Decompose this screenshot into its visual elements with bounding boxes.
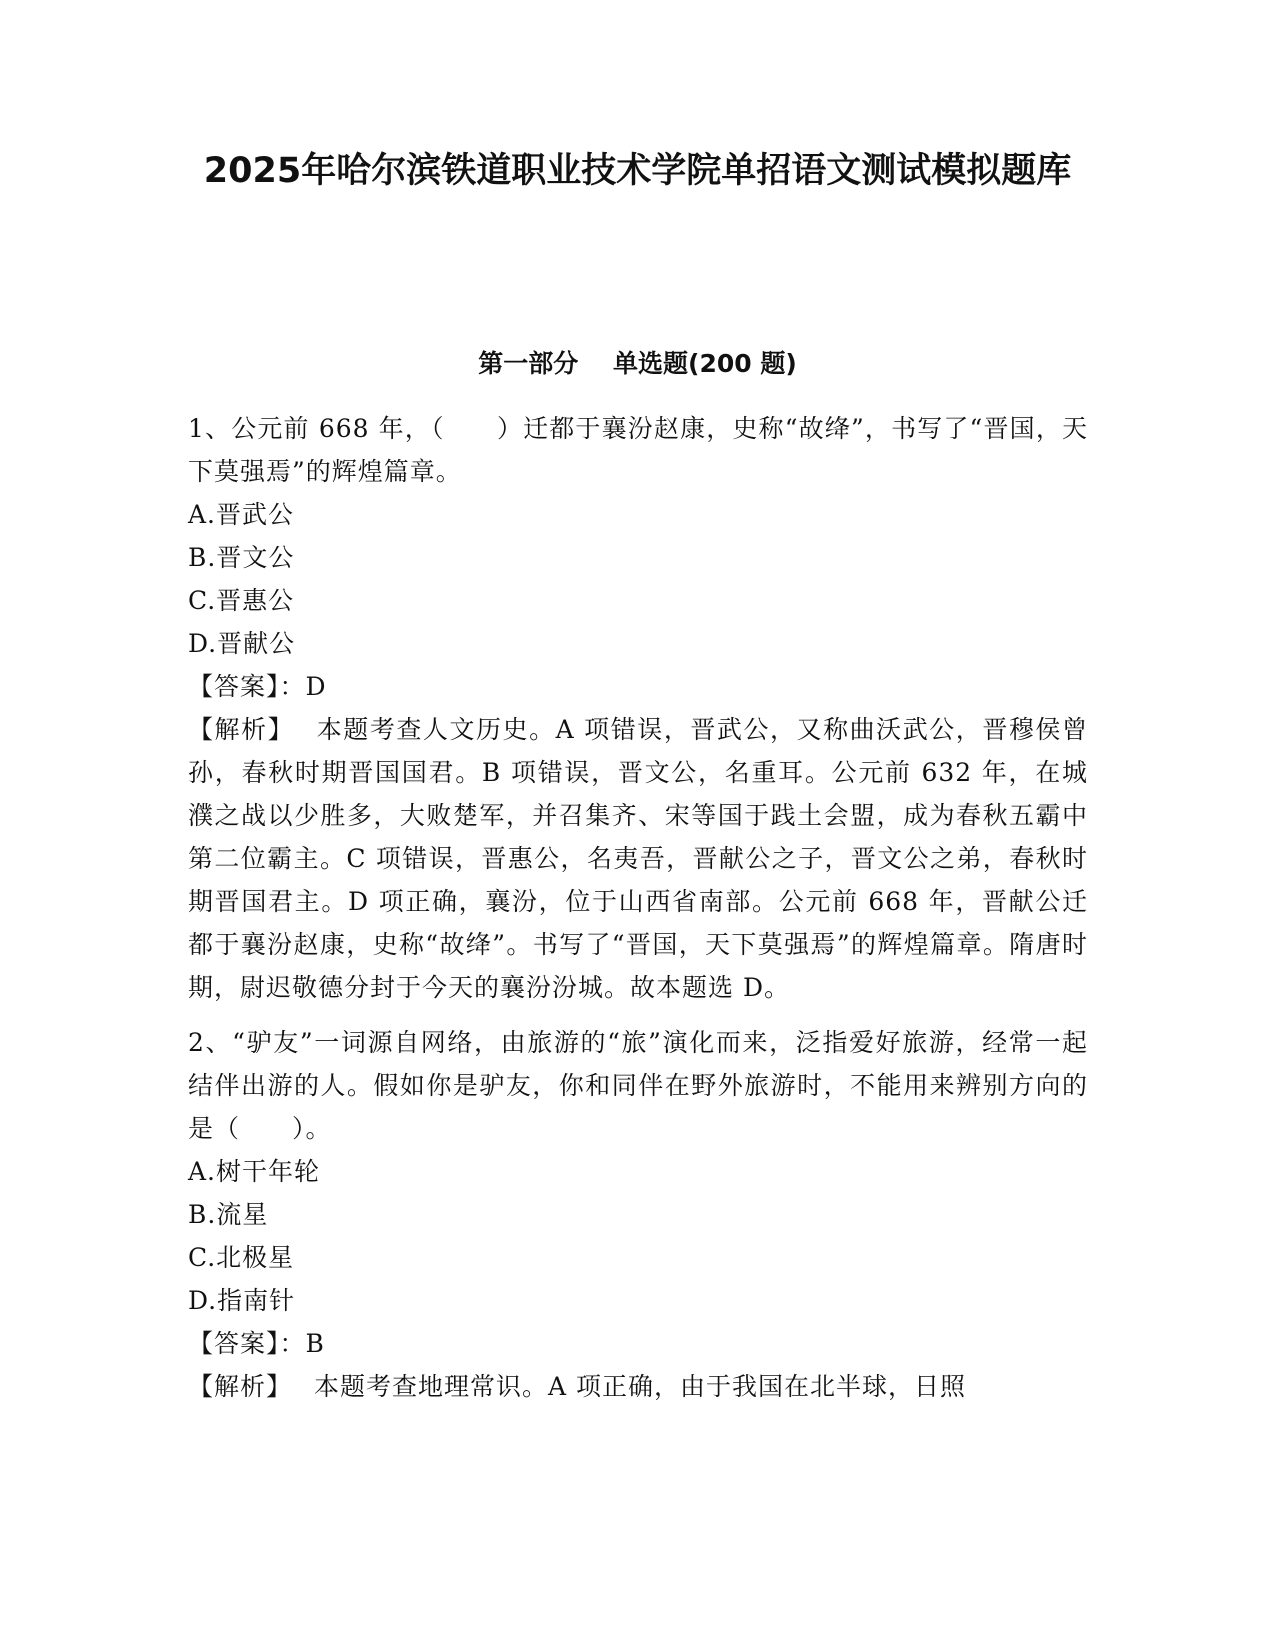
question-item (188, 1021, 1088, 1408)
answer-value: D (305, 672, 327, 701)
analysis-label: 【解析】 (188, 715, 295, 744)
answer-value: B (305, 1329, 325, 1358)
option-b: B.晋文公 (188, 543, 295, 572)
answer-line (188, 1322, 1088, 1365)
option-d: D.指南针 (188, 1286, 296, 1315)
analysis-paragraph (188, 1365, 1088, 1408)
option-c: C.北极星 (188, 1243, 295, 1272)
answer-line (188, 665, 1088, 708)
option-d: D.晋献公 (188, 629, 296, 658)
question-list (188, 407, 1088, 1408)
question-stem: 2、“驴友”一词源自网络，由旅游的“旅”演化而来，泛指爱好旅游，经常一起结伴出游的人。假如你是驴友，你和同伴在野外旅游时，不能用来辨别方向的是（ ）。 (188, 1028, 1088, 1143)
analysis-paragraph (188, 708, 1088, 1009)
document-title: 2025年哈尔滨铁道职业技术学院单招语文测试模拟题库 (203, 151, 1072, 191)
answer-label: 【答案】： (188, 1329, 306, 1358)
analysis-label: 【解析】 (188, 1372, 293, 1401)
analysis-text: 本题考查人文历史。A 项错误，晋武公，又称曲沃武公，晋穆侯曾孙，春秋时期晋国国君。B 项错误，晋文公，名重耳。公元前 632 年，在城濮之战以少胜多，大败楚军，并召集齐、宋等国于践土会盟，成为春秋五霸中第二位霸主。C 项错误，晋惠公，名夷吾，晋献公之子，晋文公之弟，春秋时期晋国君主。D 项正确，襄汾，位于山西省南部。公元前 668 年，晋献公迁都于襄汾赵康，史称“故绛”。书写了“晋国，天下莫强焉”的辉煌篇章。隋唐时期，尉迟敬德分封于今天的襄汾汾城。故本题选 D。 (188, 715, 1088, 1002)
question-stem: 1、公元前 668 年，（ ）迁都于襄汾赵康，史称“故绛”，书写了“晋国，天下莫强焉”的辉煌篇章。 (188, 414, 1088, 486)
option-b: B.流星 (188, 1200, 269, 1229)
question-item (188, 407, 1088, 1009)
option-c: C.晋惠公 (188, 586, 295, 615)
option-a: A.晋武公 (188, 500, 295, 529)
section-heading: 第一部分 单选题(200 题) (478, 349, 797, 378)
option-a: A.树干年轮 (188, 1157, 321, 1186)
answer-label: 【答案】： (188, 672, 306, 701)
analysis-text: 本题考查地理常识。A 项正确，由于我国在北半球，日照 (314, 1372, 967, 1401)
